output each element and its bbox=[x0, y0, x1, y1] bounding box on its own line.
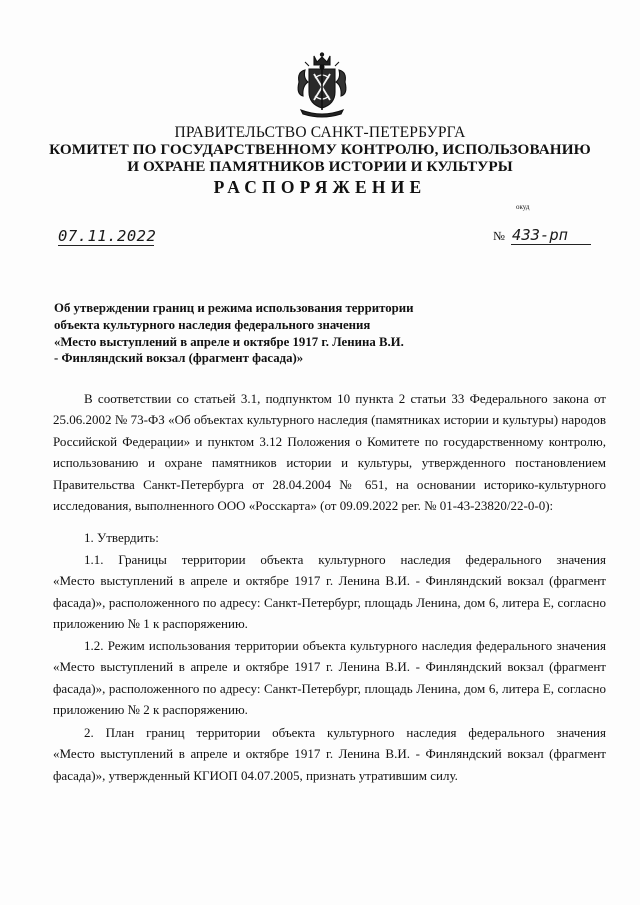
item-1-1-paragraph bbox=[53, 549, 606, 635]
item-1-paragraph bbox=[53, 527, 606, 548]
number-sign: № bbox=[493, 229, 505, 243]
text-line: «Место выступлений в апреле и октябре 1917 г. Ленина В.И. - Финляндский вокзал (фрагмент bbox=[53, 746, 606, 762]
saint-petersburg-coat-of-arms-icon bbox=[293, 52, 351, 118]
text-line: фасада)», расположенного по адресу: Санкт-Петербург, площадь Ленина, дом 6, литера Е, согласно bbox=[53, 680, 606, 696]
committee-line: КОМИТЕТ ПО ГОСУДАРСТВЕННОМУ КОНТРОЛЮ, ИСПОЛЬЗОВАНИЮ bbox=[49, 141, 591, 158]
committee-name bbox=[0, 141, 640, 175]
committee-line: И ОХРАНЕ ПАМЯТНИКОВ ИСТОРИИ И КУЛЬТУРЫ bbox=[127, 158, 513, 175]
text-line: исследования, выполненного ООО «Росскарта» (от 09.09.2022 рег. № 01-43-23820/22-0-0): bbox=[53, 497, 554, 513]
subject-line: - Финляндский вокзал (фрагмент фасада)» bbox=[54, 351, 304, 366]
subject-line: «Место выступлений в апреле и октябре 1917 г. Ленина В.И. bbox=[54, 334, 404, 349]
text-line: фасада)», расположенного по адресу: Санкт-Петербург, площадь Ленина, дом 6, литера Е, согласно bbox=[53, 594, 606, 610]
subject-line: Об утверждении границ и режима использования территории bbox=[54, 301, 414, 315]
text-line: фасада)», утвержденный КГИОП 04.07.2005, признать утратившим силу. bbox=[53, 767, 458, 783]
text-line: 1.1. Границы территории объекта культурного наследия федерального значения bbox=[84, 552, 606, 567]
text-line: 1.2. Режим использования территории объекта культурного наследия федерального значения bbox=[84, 638, 606, 653]
item-2-paragraph bbox=[53, 722, 606, 786]
text-line: «Место выступлений в апреле и октябре 1917 г. Ленина В.И. - Финляндский вокзал (фрагмент bbox=[53, 573, 606, 589]
number-field bbox=[493, 226, 591, 245]
text-line: «Место выступлений в апреле и октябре 1917 г. Ленина В.И. - Финляндский вокзал (фрагмент bbox=[53, 659, 606, 675]
document-subject bbox=[54, 300, 413, 367]
text-line: использованию и охране памятников истории и культуры, утвержденного постановлением bbox=[53, 455, 606, 471]
text-line: приложению № 1 к распоряжению. bbox=[53, 616, 248, 632]
handwritten-date: 07.11.2022 bbox=[58, 227, 157, 245]
text-line: 25.06.2002 № 73-ФЗ «Об объектах культурного наследия (памятниках истории и культуры) народов bbox=[53, 412, 606, 428]
number-line bbox=[511, 225, 591, 245]
document-type-title: РАСПОРЯЖЕНИЕ bbox=[213, 177, 427, 197]
text-line: приложению № 2 к распоряжению. bbox=[53, 702, 248, 718]
date-field bbox=[58, 226, 157, 246]
text-line: 1. Утвердить: bbox=[84, 530, 159, 545]
item-1-2-paragraph bbox=[53, 635, 606, 721]
government-name: ПРАВИТЕЛЬСТВО САНКТ-ПЕТЕРБУРГА bbox=[174, 124, 466, 141]
text-line: Правительства Санкт-Петербурга от 28.04.2004 № 651, на основании историко-культурного bbox=[53, 476, 606, 492]
text-line: В соответствии со статьей 3.1, подпунктом 10 пункта 2 статьи 33 Федерального закона от bbox=[84, 391, 606, 406]
preamble-paragraph bbox=[53, 388, 606, 516]
handwritten-number: 433-рп bbox=[512, 226, 568, 244]
okud-label: окуд bbox=[516, 203, 530, 211]
text-line: Российской Федерации» и пунктом 3.12 Положения о Комитете по государственному контролю, bbox=[53, 433, 606, 449]
subject-line: объекта культурного наследия федерального значения bbox=[54, 317, 371, 332]
text-line: 2. План границ территории объекта культурного наследия федерального значения bbox=[84, 725, 606, 740]
